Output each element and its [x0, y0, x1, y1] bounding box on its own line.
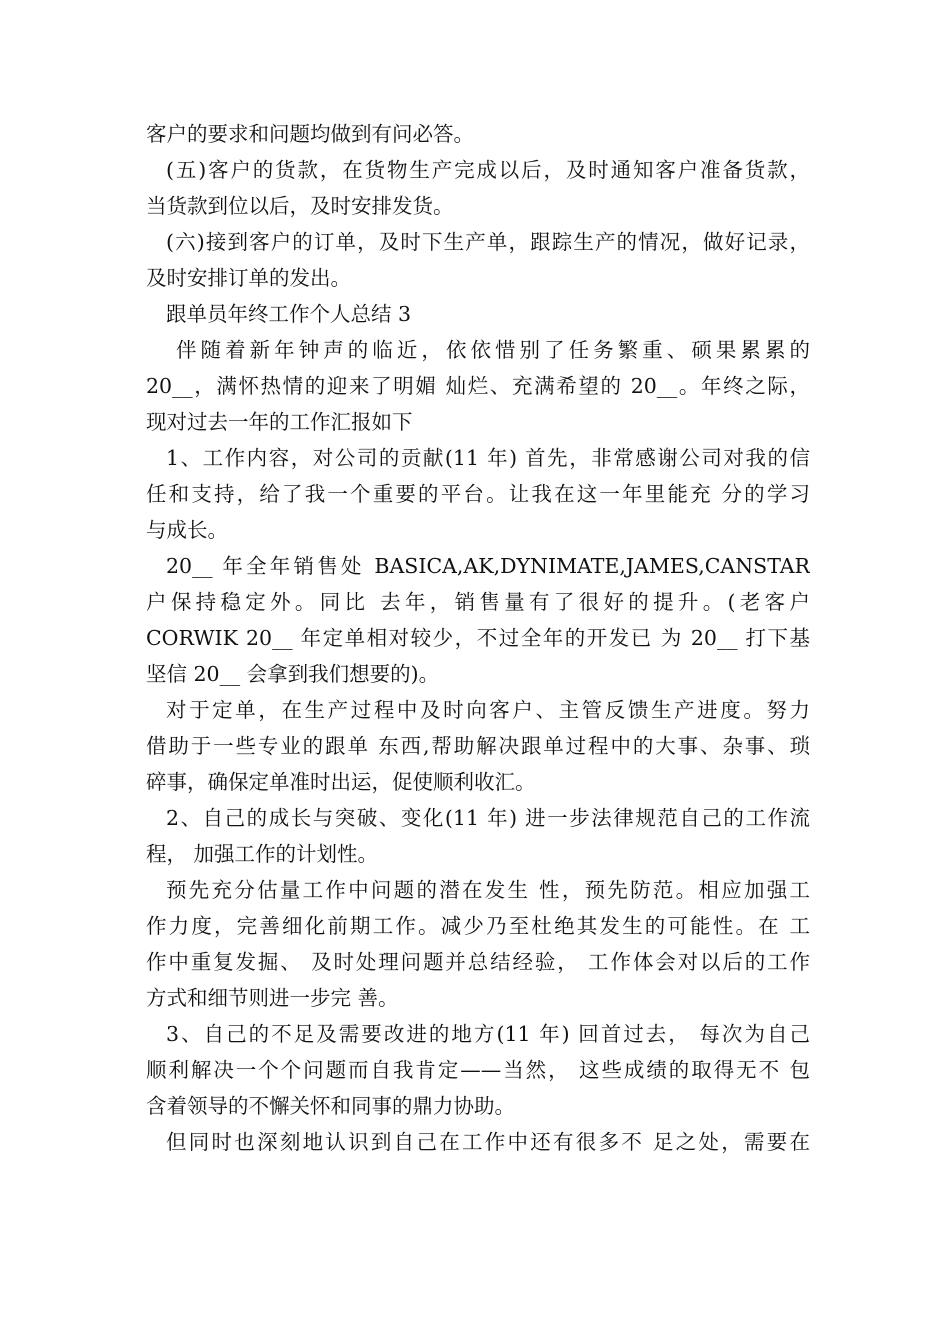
- text-line: 坚信 20__ 会拿到我们想要的)。: [146, 662, 440, 686]
- text-line: 及时安排订单的发出。: [146, 266, 351, 290]
- text-line: 客户的要求和问题均做到有问必答。: [146, 122, 474, 146]
- text-line: (六)接到客户的订单，及时下生产单，跟踪生产的情况，做好记录，: [166, 230, 810, 254]
- section-heading: [146, 296, 810, 332]
- document-body: [146, 116, 810, 1160]
- text-line: 作力度，完善细化前期工作。减少乃至杜绝其发生的可能性。在 工: [146, 914, 810, 938]
- text-line: 2、自己的成长与突破、变化(11 年) 进一步法律规范自己的工作流: [166, 806, 810, 830]
- paragraph-orders: [146, 692, 810, 800]
- text-line: 3、自己的不足及需要改进的地方(11 年) 回首过去， 每次为自己: [166, 1022, 810, 1046]
- text-line: 对于定单，在生产过程中及时向客户、主管反馈生产进度。努力: [166, 698, 810, 722]
- text-line: 现对过去一年的工作汇报如下: [146, 410, 413, 434]
- text-line: 含着领导的不懈关怀和同事的鼎力协助。: [146, 1094, 515, 1118]
- text-line: 顺利解决一个个问题而自我肯定——当然， 这些成绩的取得无不 包: [146, 1058, 810, 1082]
- paragraph-sales: [146, 548, 810, 692]
- text-line: (五)客户的货款，在货物生产完成以后，及时通知客户准备货款，: [166, 158, 810, 182]
- paragraph-growth: [146, 800, 810, 872]
- text-line: 程， 加强工作的计划性。: [146, 842, 379, 866]
- paragraph-answers: [146, 116, 810, 152]
- text-line: 1、工作内容，对公司的贡献(11 年) 首先，非常感谢公司对我的信: [166, 446, 810, 470]
- text-line: 作中重复发掘、 及时处理问题并总结经验， 工作体会对以后的工作: [146, 950, 810, 974]
- paragraph-shortcomings: [146, 1016, 810, 1124]
- text-line: 碎事，确保定单准时出运，促使顺利收汇。: [146, 770, 536, 794]
- text-line: 20__，满怀热情的迎来了明媚 灿烂、充满希望的 20__。年终之际，: [146, 374, 810, 398]
- paragraph-intro: [146, 332, 810, 440]
- paragraph-awareness: [146, 1124, 810, 1160]
- text-line: 借助于一些专业的跟单 东西,帮助解决跟单过程中的大事、杂事、琐: [146, 734, 810, 758]
- text-line: 方式和细节则进一步完 善。: [146, 986, 399, 1010]
- text-line: 伴随着新年钟声的临近，依依惜别了任务繁重、硕果累累的: [176, 338, 810, 362]
- text-line: 与成长。: [146, 518, 228, 542]
- text-line: 任和支持，给了我一个重要的平台。让我在这一年里能充 分的学习: [146, 482, 810, 506]
- text-line: 20__ 年全年销售处 BASICA,AK,DYNIMATE,JAMES,CANSTAR: [166, 554, 810, 578]
- text-line: 但同时也深刻地认识到自己在工作中还有很多不 足之处，需要在: [166, 1130, 810, 1154]
- section-title: 跟单员年终工作个人总结 3: [166, 302, 412, 326]
- paragraph-work-content: [146, 440, 810, 548]
- text-line: 户保持稳定外。同比 去年，销售量有了很好的提升。(老客户: [146, 590, 810, 614]
- text-line: CORWIK 20__ 年定单相对较少，不过全年的开发已 为 20__ 打下基: [146, 626, 810, 650]
- text-line: 当货款到位以后，及时安排发货。: [146, 194, 454, 218]
- paragraph-prevention: [146, 872, 810, 1016]
- paragraph-item-5: [146, 152, 810, 224]
- text-line: 预先充分估量工作中问题的潜在发生 性，预先防范。相应加强工: [166, 878, 810, 902]
- paragraph-item-6: [146, 224, 810, 296]
